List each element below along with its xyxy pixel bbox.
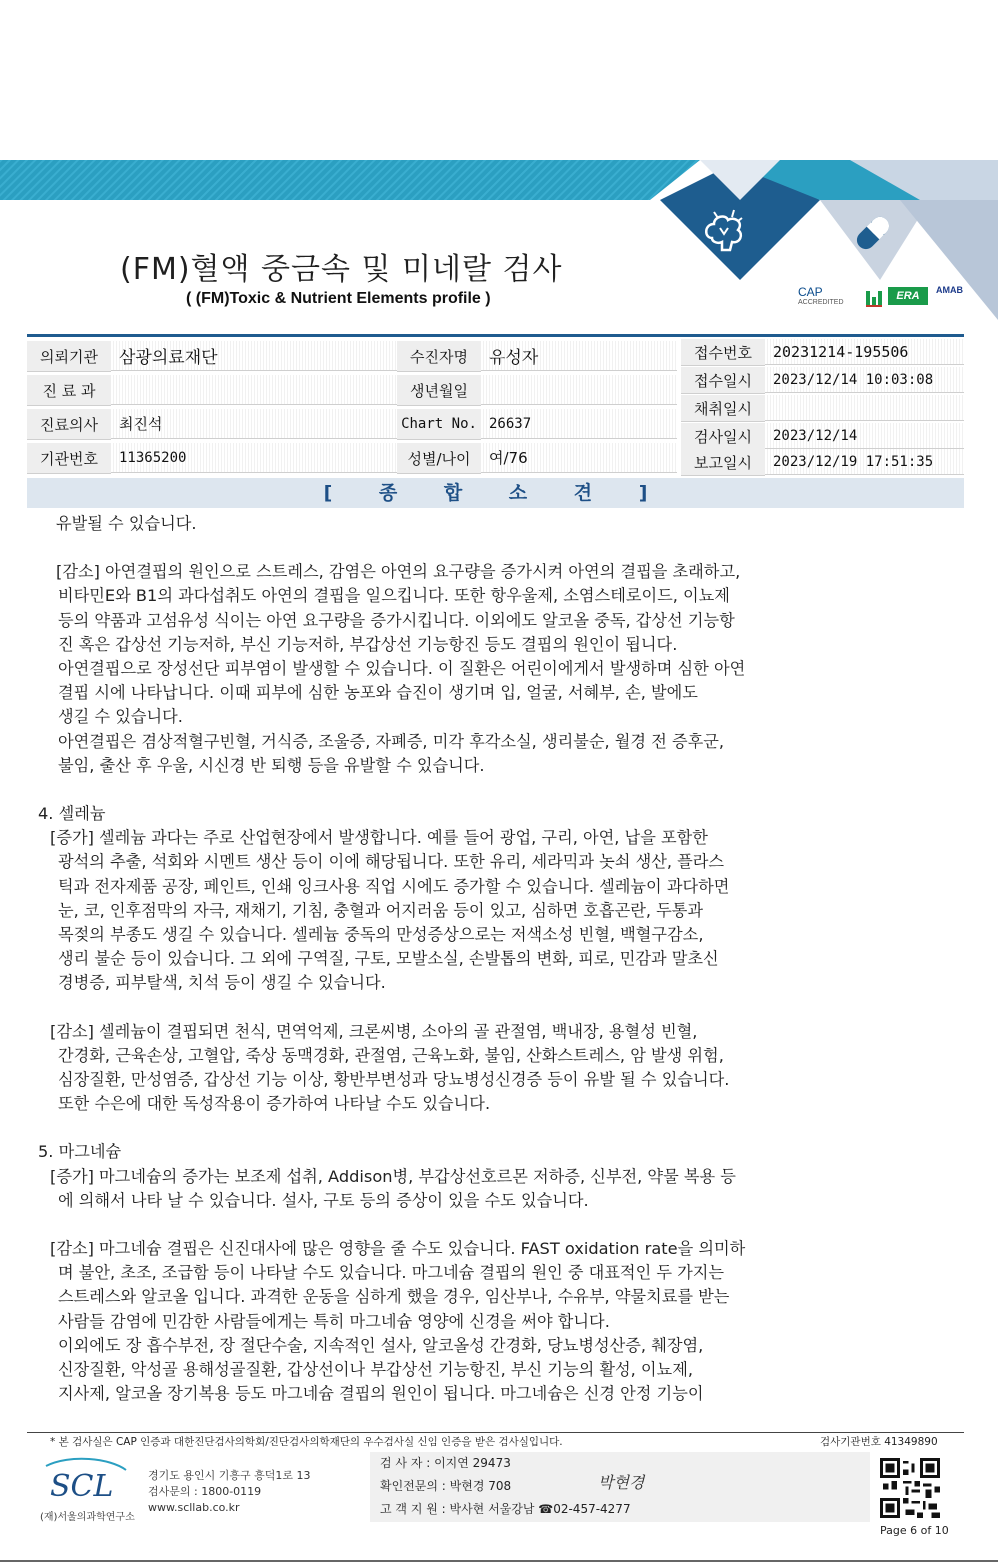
text-line: 눈, 코, 인후점막의 자극, 재채기, 기침, 충혈과 어지러움 등이 있고, 심하면 호흡곤란, 두통과 [58,900,704,920]
text-line: 아연결핍은 겸상적혈구빈혈, 거식증, 조울증, 자폐증, 미각 후각소실, 생리불순, 월경 전 증후군, [58,731,725,751]
summary-heading: [ 종 합 소 견 ] [27,478,964,508]
label-test-date: 검사일시 [681,423,765,450]
label-report-date: 보고일시 [681,449,765,476]
label-inst-no: 기관번호 [27,443,111,474]
text-line: 틱과 전자제품 공장, 페인트, 인쇄 잉크사용 직업 시에도 증가할 수 있습니다. 셀레늄이 과다하면 [58,876,730,896]
label-collect-date: 채취일시 [681,395,765,422]
qr-code [880,1458,940,1518]
aab-logo: AMAB [936,285,963,295]
label-receipt-date: 접수일시 [681,367,765,394]
value-sex-age: 여/76 [481,443,677,473]
text-line: 불임, 출산 후 우울, 시신경 반 퇴행 등을 유발할 수 있습니다. [58,755,485,775]
value-doctor: 최진석 [111,409,397,439]
patient-info-table [27,337,964,478]
lab-name: (재)서울의과학연구소 [40,1512,135,1523]
magnesium-decrease-section [36,1237,896,1406]
value-receipt-date: 2023/12/14 10:03:08 [765,367,964,393]
text-line: [증가] 셀레늄 과다는 주로 산업현장에서 발생합니다. 예를 들어 광업, 구리, 아연, 납을 포함한 [50,828,708,848]
page-title: (FM)혈액 중금속 및 미네랄 검사 [120,252,563,287]
zinc-decrease-section [36,560,896,778]
text-line: [감소] 마그네슘 결핍은 신진대사에 많은 영향을 줄 수도 있습니다. FAST oxidation rate을 의미하 [50,1239,746,1259]
era-logo: ERA [888,287,928,305]
footer-divider [27,1432,964,1433]
page-subtitle: ( (FM)Toxic & Nutrient Elements profile ) [186,290,491,307]
value-test-date: 2023/12/14 [765,423,964,449]
text-line: 사람들 감염에 민감한 사람들에게는 특히 마그네슘 영양에 신경을 써야 합니다. [58,1311,610,1331]
text-line: 비타민E와 B1의 과다섭취도 아연의 결핍을 일으킵니다. 또한 항우울제, 소염스테로이드, 이뇨제 [58,586,730,606]
text-line: 경병증, 피부탈색, 치석 등이 생길 수 있습니다. [58,973,386,993]
zinc-tail-line: 유발될 수 있습니다. [56,514,197,533]
label-birth: 생년월일 [397,375,481,406]
selenium-decrease-section [36,1020,896,1117]
cap-logo [798,285,844,306]
text-line: 이외에도 장 흡수부전, 장 절단수술, 지속적인 설사, 알코올성 간경화, 당뇨병성산증, 췌장염, [58,1335,704,1355]
lab-address-block [148,1468,311,1516]
lab-website[interactable]: www.scllab.co.kr [148,1501,240,1514]
text-line: 스트레스와 알코올 입니다. 과격한 운동을 심하게 했을 경우, 임산부나, 수유부, 약물치료를 받는 [58,1287,730,1307]
value-chart: 26637 [481,409,677,439]
label-chart: Chart No. [397,409,481,440]
scl-logo-text: SCL [50,1469,114,1504]
expert-line: 확인전문의 : 박현경 708 [380,1479,512,1493]
page-bottom-line [0,1560,998,1562]
support-line: 고 객 지 원 : 박사현 서울강남 ☎02-457-4277 [380,1502,631,1516]
value-dept [111,375,397,405]
label-doctor: 진료의사 [27,409,111,440]
cap-logo-sub: ACCREDITED [798,299,844,306]
text-line: 생리 불순 등이 있습니다. 그 외에 구역질, 구토, 모발소실, 손발톱의 변화, 피로, 민감과 말초신 [58,949,719,969]
text-line: [감소] 아연결핍의 원인으로 스트레스, 감염은 아연의 요구량을 증가시켜 아연의 결핍을 초래하고, [56,562,741,582]
text-line: 진 혹은 갑상선 기능저하, 부신 기능저하, 부갑상선 기능항진 등도 결핍의 원인이 됩니다. [58,634,678,654]
report-body [36,512,896,1407]
label-receipt-no: 접수번호 [681,339,765,366]
label-examinee: 수진자명 [397,341,481,372]
label-dept: 진 료 과 [27,375,111,406]
accreditation-logos [798,285,998,313]
accreditation-note: * 본 검사실은 CAP 인증과 대한진단검사의학회/진단검사의학재단의 우수검사실 신임 인증을 받은 검사실입니다. [50,1436,563,1448]
tester-line: 검 사 자 : 이지연 29473 [380,1456,511,1470]
lab-phone: 검사문의 : 1800-0119 [148,1485,262,1498]
text-line: 생길 수 있습니다. [58,707,183,727]
value-examinee: 유성자 [481,341,677,371]
label-requester: 의뢰기관 [27,341,111,372]
text-line: [감소] 셀레늄이 결핍되면 천식, 면역억제, 크론씨병, 소아의 골 관절염, 백내장, 용혈성 빈혈, [50,1021,698,1041]
value-report-date: 2023/12/19 17:51:35 [765,449,964,475]
text-line: [증가] 마그네슘의 증가는 보조제 섭취, Addison병, 부갑상선호르몬 저하증, 신부전, 약물 복용 등 [50,1166,736,1186]
text-line: 또한 수은에 대한 독성작용이 증가하여 나타날 수도 있습니다. [58,1094,491,1114]
text-line: 신장질환, 악성골 용해성골질환, 갑상선이나 부갑상선 기능항진, 부신 기능의 활성, 이뇨제, [58,1360,693,1380]
cap-logo-text: CAP [798,285,823,299]
lmi-logo [864,287,886,309]
brain-icon [700,208,748,256]
text-line: 지사제, 알코올 장기복용 등도 마그네슘 결핍의 원인이 됩니다. 마그네슘은 신경 안정 기능이 [58,1384,704,1404]
text-line: 심장질환, 만성염증, 갑상선 기능 이상, 황반부변성과 당뇨병성신경증 등이 유발 될 수 있습니다. [58,1070,730,1090]
lab-institution-number: 검사기관번호 41349890 [820,1436,938,1448]
page-number: Page 6 of 10 [880,1524,949,1537]
text-line: 며 불안, 초조, 조급함 등이 나타날 수도 있습니다. 마그네슘 결핍의 원인 중 대표적인 두 가지는 [58,1263,725,1283]
section-heading-magnesium: 5. 마그네슘 [38,1142,122,1162]
value-inst-no: 11365200 [111,443,397,473]
value-requester: 삼광의료재단 [111,341,397,371]
capsule-icon [850,210,896,256]
text-line: 목젖의 부종도 생길 수 있습니다. 셀레늄 중독의 만성증상으로는 저색소성 빈혈, 백혈구감소, [58,925,704,945]
text-line: 광석의 추출, 석회와 시멘트 생산 등이 이에 해당됩니다. 또한 유리, 세라믹과 놋쇠 생산, 플라스 [58,852,725,872]
selenium-increase-section [36,826,896,995]
text-line: 결핍 시에 나타납니다. 이때 피부에 심한 농포와 습진이 생기며 입, 얼굴, 서혜부, 손, 발에도 [58,683,698,703]
magnesium-increase-section [36,1165,896,1213]
scl-logo [40,1456,130,1506]
value-receipt-no: 20231214-195506 [765,339,964,365]
text-line: 등의 약품과 고섬유성 식이는 아연 요구량을 증가시킵니다. 이외에도 알코올 중독, 갑상선 기능항 [58,610,735,630]
lab-address: 경기도 용인시 기흥구 흥덕1로 13 [148,1469,311,1482]
section-heading-selenium: 4. 셀레늄 [38,804,106,824]
text-line: 에 의해서 나타 날 수 있습니다. 설사, 구토 등의 증상이 있을 수도 있습니다. [58,1190,589,1210]
text-line: 간경화, 근육손상, 고혈압, 죽상 동맥경화, 관절염, 근육노화, 불임, 산화스트레스, 암 발생 위험, [58,1045,724,1065]
label-sex-age: 성별/나이 [397,443,481,474]
value-collect-date [765,395,964,421]
doctor-signature: 박현경 [598,1473,645,1492]
value-birth [481,375,677,405]
text-line: 아연결핍으로 장성선단 피부염이 발생할 수 있습니다. 이 질환은 어린이에게서 발생하며 심한 아연 [58,659,746,679]
